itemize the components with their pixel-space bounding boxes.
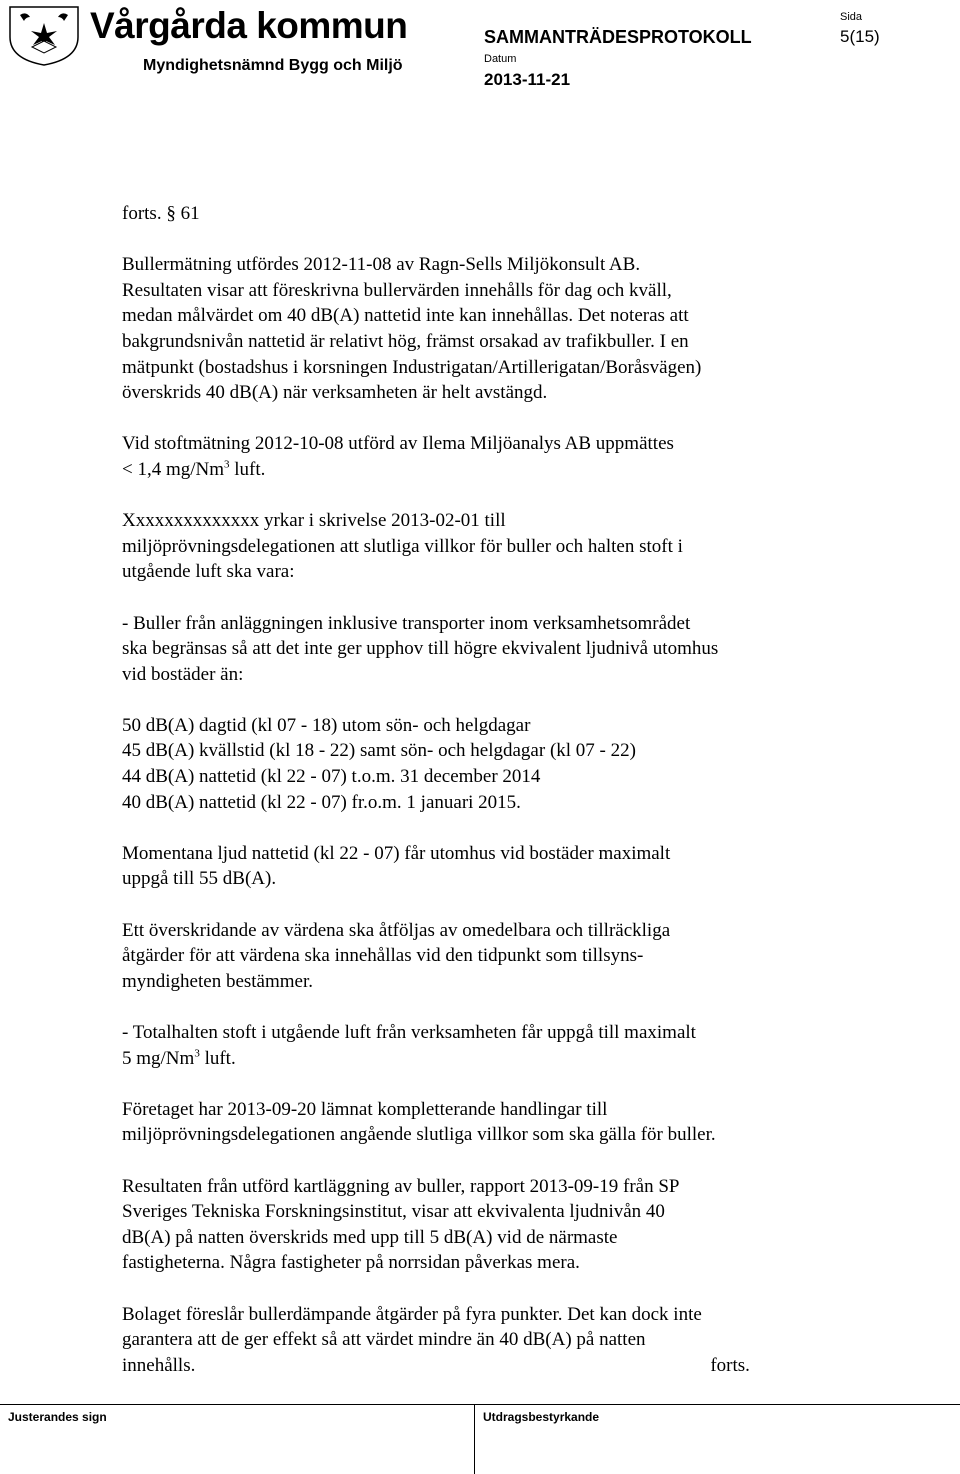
text-line: medan målvärdet om 40 dB(A) nattetid inte kan innehållas. Det noteras att bbox=[122, 305, 689, 327]
text-line: 45 dB(A) kvällstid (kl 18 - 22) samt sön- och helgdagar (kl 07 - 22) bbox=[122, 740, 636, 762]
text-line: miljöprövningsdelegationen angående slutliga villkor som ska gälla för buller. bbox=[122, 1124, 716, 1146]
text-line: - Buller från anläggningen inklusive transporter inom verksamhetsområdet bbox=[122, 612, 691, 634]
text-line: miljöprövningsdelegationen att slutliga villkor för buller och halten stoft i bbox=[122, 535, 683, 557]
text-line: Vid stoftmätning 2012-10-08 utförd av Ilema Miljöanalys AB uppmättes bbox=[122, 433, 674, 455]
text-line: 50 dB(A) dagtid (kl 07 - 18) utom sön- och helgdagar bbox=[122, 714, 531, 736]
paragraph-dust-limit bbox=[122, 1020, 842, 1071]
paragraph-noise-levels bbox=[122, 713, 842, 815]
document-type: SAMMANTRÄDESPROTOKOLL bbox=[484, 27, 752, 47]
text-line: Resultaten visar att föreskrivna bullervärden innehålls för dag och kväll, bbox=[122, 279, 672, 301]
page-label: Sida bbox=[840, 11, 863, 23]
footer-divider bbox=[0, 1404, 960, 1405]
text-line: åtgärder för att värdena ska innehållas vid den tidpunkt som tillsyns- bbox=[122, 945, 644, 967]
page-number: 5(15) bbox=[840, 27, 880, 46]
text-line: Ett överskridande av värdena ska åtföljas av omedelbara och tillräckliga bbox=[122, 919, 671, 941]
text-line: Bullermätning utfördes 2012-11-08 av Ragn-Sells Miljökonsult AB. bbox=[122, 254, 641, 276]
paragraph-noise-condition bbox=[122, 611, 842, 688]
signature-label: Justerandes sign bbox=[8, 1410, 107, 1424]
text-line: myndigheten bestämmer. bbox=[122, 970, 314, 992]
coat-of-arms-icon bbox=[4, 3, 84, 67]
text-line: fastigheterna. Några fastigheter på norrsidan påverkas mera. bbox=[122, 1252, 580, 1274]
text-line: utgående luft ska vara: bbox=[122, 561, 295, 583]
document-body bbox=[122, 201, 842, 1378]
section-heading: forts. § 61 bbox=[122, 203, 200, 224]
text-line: uppgå till 55 dB(A). bbox=[122, 868, 277, 890]
paragraph-claim bbox=[122, 508, 842, 585]
footer-column-divider bbox=[474, 1404, 475, 1474]
text-line: Resultaten från utförd kartläggning av buller, rapport 2013-09-19 från SP bbox=[122, 1175, 680, 1197]
paragraph-dust bbox=[122, 431, 842, 482]
text-line: överskrids 40 dB(A) när verksamheten är helt avstängd. bbox=[122, 382, 548, 404]
text-line: - Totalhalten stoft i utgående luft från verksamheten får uppgå till maximalt bbox=[122, 1022, 696, 1043]
text-line: ska begränsas så att det inte ger upphov till högre ekvivalent ljudnivå utomhus bbox=[122, 638, 719, 660]
text-line: bakgrundsnivån nattetid är relativt hög, främst orsakad av trafikbuller. I en bbox=[122, 330, 689, 352]
paragraph-survey-results bbox=[122, 1174, 842, 1276]
paragraph-exceedance bbox=[122, 918, 842, 995]
text-line: 5 mg/Nm$^3$ luft. bbox=[122, 1047, 236, 1069]
text-line: 44 dB(A) nattetid (kl 22 - 07) t.o.m. 31 december 2014 bbox=[122, 766, 541, 788]
text-line: < 1,4 mg/Nm$^3$ luft. bbox=[122, 458, 266, 480]
text-line: garantera att de ger effekt så att värdet mindre än 40 dB(A) på natten bbox=[122, 1329, 646, 1351]
department-name: Myndighetsnämnd Bygg och Miljö bbox=[143, 57, 403, 74]
continued-marker: forts. bbox=[710, 1354, 750, 1376]
text-line: Sveriges Tekniska Forskningsinstitut, visar att ekvivalenta ljudnivån 40 bbox=[122, 1201, 665, 1223]
text-line: innehålls. forts. bbox=[122, 1353, 842, 1379]
text-line: 40 dB(A) nattetid (kl 22 - 07) fr.o.m. 1 januari 2015. bbox=[122, 791, 521, 813]
text-line: Bolaget föreslår bullerdämpande åtgärder på fyra punkter. Det kan dock inte bbox=[122, 1303, 702, 1325]
certification-label: Utdragsbestyrkande bbox=[483, 1410, 600, 1424]
text-line: Momentana ljud nattetid (kl 22 - 07) får utomhus vid bostäder maximalt bbox=[122, 842, 671, 864]
text-line: Xxxxxxxxxxxxxx yrkar i skrivelse 2013-02-01 till bbox=[122, 510, 506, 532]
text-line: dB(A) på natten överskrids med upp till 5 dB(A) vid de närmaste bbox=[122, 1226, 618, 1248]
text-line: mätpunkt (bostadshus i korsningen Industrigatan/Artillerigatan/Boråsvägen) bbox=[122, 356, 702, 378]
date-value: 2013-11-21 bbox=[484, 70, 571, 89]
date-label: Datum bbox=[484, 53, 517, 65]
organization-name: Vårgårda kommun bbox=[90, 5, 408, 46]
text-line: vid bostäder än: bbox=[122, 663, 244, 685]
paragraph-proposal bbox=[122, 1302, 842, 1379]
paragraph-measurement bbox=[122, 252, 842, 406]
text-line: Företaget har 2013-09-20 lämnat kompletterande handlingar till bbox=[122, 1098, 608, 1120]
paragraph-supplement bbox=[122, 1097, 842, 1148]
paragraph-momentary-noise bbox=[122, 841, 842, 892]
